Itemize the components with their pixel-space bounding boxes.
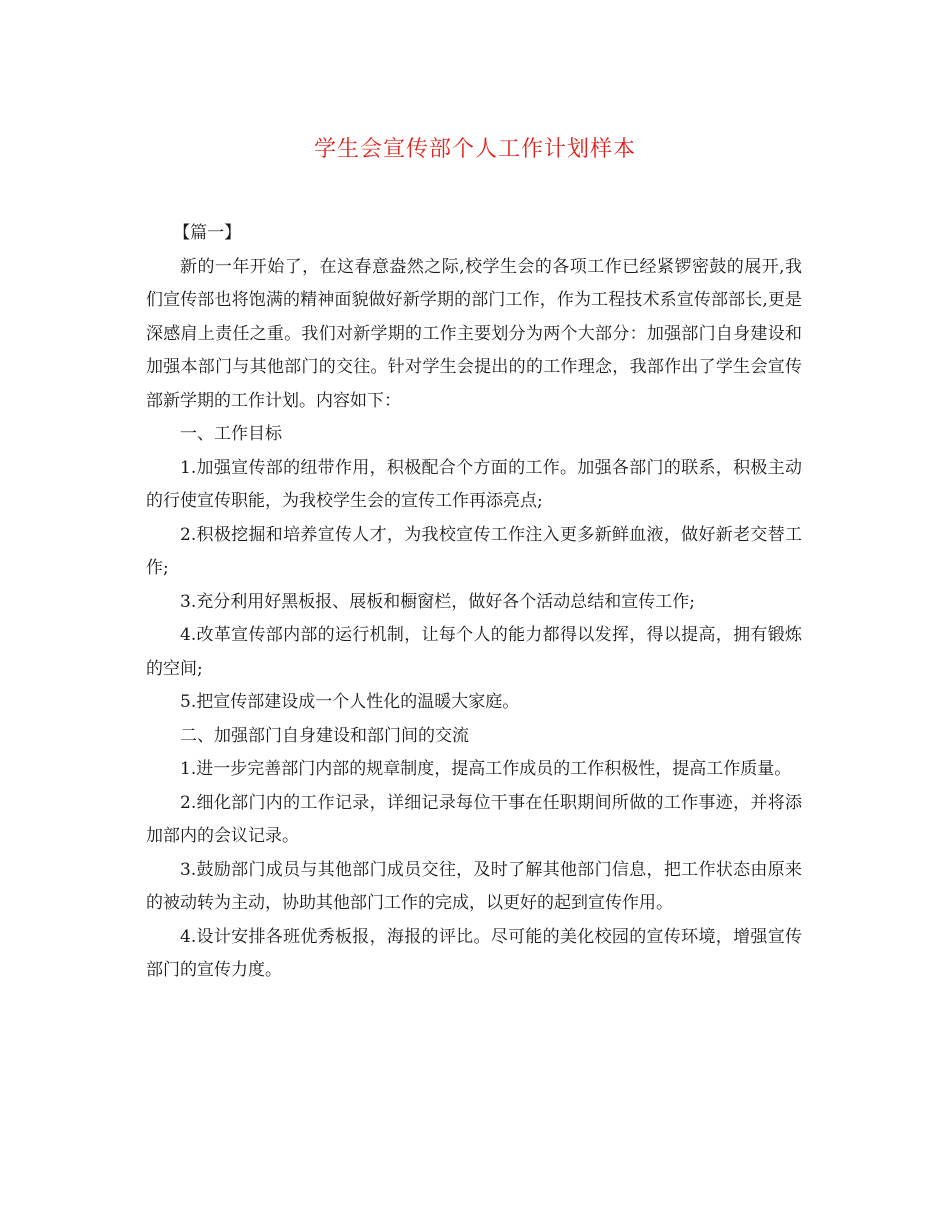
goal-item-4: 4.改革宣传部内部的运行机制，让每个人的能力都得以发挥，得以提高，拥有锻炼的空间; [146, 625, 802, 679]
building-item-2: 2.细化部门内的工作记录，详细记录每位干事在任职期间所做的工作事迹，并将添加部内的会议记录。 [146, 792, 802, 846]
goal-item-5: 5.把宣传部建设成一个人性化的温暖大家庭。 [180, 692, 520, 712]
goal-item-3: 3.充分利用好黑板报、展板和橱窗栏，做好各个活动总结和宣传工作; [180, 591, 695, 612]
heading-department-building: 二、加强部门自身建设和部门间的交流 [180, 725, 469, 746]
goal-item-2: 2.积极挖掘和培养宣传人才，为我校宣传工作注入更多新鲜血液，做好新老交替工作; [146, 524, 802, 578]
heading-work-goals: 一、工作目标 [180, 424, 282, 444]
section-label: 【篇一】 [173, 223, 242, 243]
document-title: 学生会宣传部个人工作计划样本 [313, 137, 636, 162]
building-item-1: 1.进一步完善部门内部的规章制度，提高工作成员的工作积极性，提高工作质量。 [180, 759, 792, 779]
intro-paragraph: 新的一年开始了，在这春意盎然之际,校学生会的各项工作已经紧锣密鼓的展开,我们宣传部也将饱满的精神面貌做好新学期的部门工作，作为工程技术系宣传部部长,更是深感肩上责任之重。我们对新学期的工作主要划分为两个大部分：加强部门自身建设和加强本部门与其他部门的交往。针对学生会提出的的工作理念，我部作出了学生会宣传部新学期的工作计划。内容如下： [146, 256, 802, 411]
goal-item-1: 1.加强宣传部的纽带作用，积极配合个方面的工作。加强各部门的联系，积极主动的行使宣传职能，为我校学生会的宣传工作再添亮点; [146, 457, 802, 511]
building-item-3: 3.鼓励部门成员与其他部门成员交往，及时了解其他部门信息，把工作状态由原来的被动转为主动，协助其他部门工作的完成，以更好的起到宣传作用。 [146, 859, 802, 913]
document-body [146, 217, 802, 988]
building-item-4: 4.设计安排各班优秀板报，海报的评比。尽可能的美化校园的宣传环境，增强宣传部门的宣传力度。 [146, 926, 802, 980]
